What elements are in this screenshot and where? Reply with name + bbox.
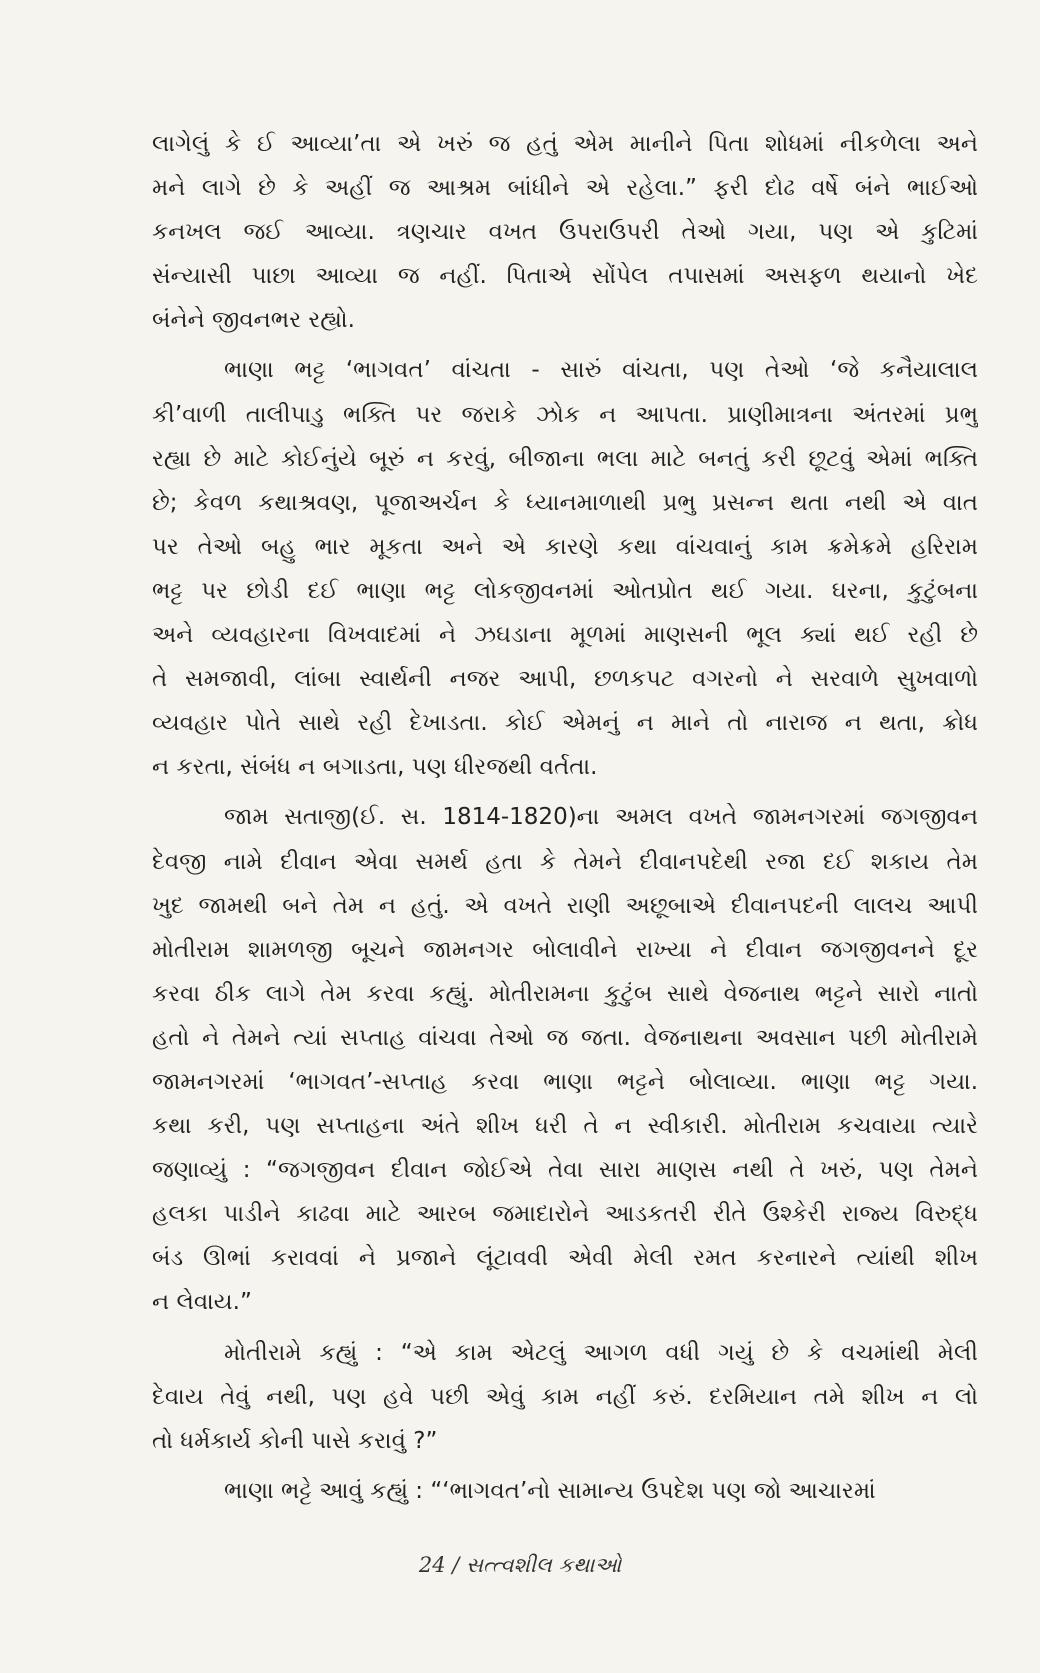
text-line: દેવજી નામે દીવાન એવા સમર્થ હતા કે તેમને દીવાનપદેથી રજા દઈ શકાય તેમ [152,848,978,875]
text-line: પર તેઓ બહુ ભાર મૂકતા અને એ કારણે કથા વાંચવાનું કામ ક્રમેક્રમે હરિરામ [152,533,978,560]
text-line: જામનગરમાં ‘ભાગવત’-સપ્તાહ કરવા ભાણા ભટ્ટને બોલાવ્યા. ભાણા ભટ્ટ ગયા. [152,1068,978,1095]
text-line: ભટ્ટ પર છોડી દઈ ભાણા ભટ્ટ લોકજીવનમાં ઓતપ્રોત થઈ ગયા. ઘરના, કુટુંબના [152,577,978,604]
paragraph [152,1469,978,1513]
text-line: ખુદ જામથી બને તેમ ન હતું. એ વખતે રાણી અછૂબાએ દીવાનપદની લાલચ આપી [152,892,978,919]
text-line: મને લાગે છે કે અહીં જ આશ્રમ બાંધીને એ રહેલા.” ફરી દોઢ વર્ષે બંને ભાઈઓ [152,175,978,202]
text-line: ભાણા ભટ્ટ ‘ભાગવત’ વાંચતા - સારું વાંચતા, પણ તેઓ ‘જે કનૈયાલાલ [224,357,978,384]
text-line: કી’વાળી તાલીપાડુ ભક્તિ પર જરાકે ઝોક ન આપતા. પ્રાણીમાત્રના અંતરમાં પ્રભુ [152,401,978,428]
text-line: કરવા ઠીક લાગે તેમ કરવા કહ્યું. મોતીરામના કુટુંબ સાથે વેજનાથ ભટ્ટને સારો નાતો [152,980,978,1007]
text-line: અને વ્યવહારના વિખવાદમાં ને ઝઘડાના મૂળમાં માણસની ભૂલ ક્યાં થઈ રહી છે [152,622,978,649]
text-line: ભાણા ભટ્ટે આવું કહ્યું : “‘ભાગવત’નો સામાન્ય ઉપદેશ પણ જો આચારમાં [224,1477,876,1504]
page-footer: 24 / સત્ત્વશીલ કથાઓ [418,1553,622,1577]
text-line: ન લેવાય.” [152,1289,252,1316]
text-line: સંન્યાસી પાછા આવ્યા જ નહીં. પિતાએ સોંપેલ તપાસમાં અસફળ થયાનો ખેદ [152,263,978,290]
body-text [152,122,978,1513]
text-line: જણાવ્યું : “જગજીવન દીવાન જોઈએ તેવા સારા માણસ નથી તે ખરું, પણ તેમને [152,1157,978,1184]
text-line: જામ સતાજી(ઈ. સ. 1814-1820)ના અમલ વખતે જામનગરમાં જગજીવન [224,804,978,831]
text-line: મોતીરામે કહ્યું : “એ કામ એટલું આગળ વધી ગયું છે કે વચમાંથી મેલી [224,1339,978,1366]
text-line: બંડ ઊભાં કરાવવાં ને પ્રજાને લૂંટાવવી એવી મેલી રમત કરનારને ત્યાંથી શીખ [152,1245,978,1272]
text-line: દેવાય તેવું નથી, પણ હવે પછી એવું કામ નહીં કરું. દરમિયાન તમે શીખ ન લો [152,1383,978,1410]
text-line: મોતીરામ શામળજી બૂચને જામનગર બોલાવીને રાખ્યા ને દીવાન જગજીવનને દૂર [152,936,978,963]
paragraph [152,348,978,789]
text-line: તો ધર્મકાર્ય કોની પાસે કરાવું ?” [152,1427,438,1454]
text-line: બંનેને જીવનભર રહ્યો. [152,307,355,334]
paragraph [152,795,978,1324]
text-line: હતો ને તેમને ત્યાં સપ્તાહ વાંચવા તેઓ જ જતા. વેજનાથના અવસાન પછી મોતીરામે [152,1024,978,1051]
text-line: કથા કરી, પણ સપ્તાહના અંતે શીખ ધરી તે ન સ્વીકારી. મોતીરામ કચવાયા ત્યારે [152,1113,978,1140]
text-line: રહ્યા છે માટે કોઈનુંયે બૂરું ન કરવું, બીજાના ભલા માટે બનતું કરી છૂટવું એમાં ભક્તિ [152,445,978,472]
text-line: કનખલ જઈ આવ્યા. ત્રણચાર વખત ઉપરાઉપરી તેઓ ગયા, પણ એ કુટિમાં [152,219,978,246]
text-line: ન કરતા, સંબંધ ન બગાડતા, પણ ધીરજથી વર્તતા. [152,754,598,781]
text-line: લાગેલું કે ઈ આવ્યા’તા એ ખરું જ હતું એમ માનીને પિતા શોધમાં નીકળેલા અને [152,131,978,157]
text-line: હલકા પાડીને કાઢવા માટે આરબ જમાદારોને આડકતરી રીતે ઉશ્કેરી રાજ્ય વિરુદ્ધ [152,1201,978,1228]
paragraph [152,122,978,342]
text-line: તે સમજાવી, લાંબા સ્વાર્થની નજર આપી, છળકપટ વગરનો ને સરવાળે સુખવાળો [152,666,978,693]
text-line: વ્યવહાર પોતે સાથે રહી દેખાડતા. કોઈ એમનું ન માને તો નારાજ ન થતા, ક્રોધ [152,710,978,737]
paragraph [152,1331,978,1463]
text-line: છે; કેવળ કથાશ્રવણ, પૂજાઅર્ચન કે ધ્યાનમાળાથી પ્રભુ પ્રસન્ન થતા નથી એ વાત [152,489,978,516]
